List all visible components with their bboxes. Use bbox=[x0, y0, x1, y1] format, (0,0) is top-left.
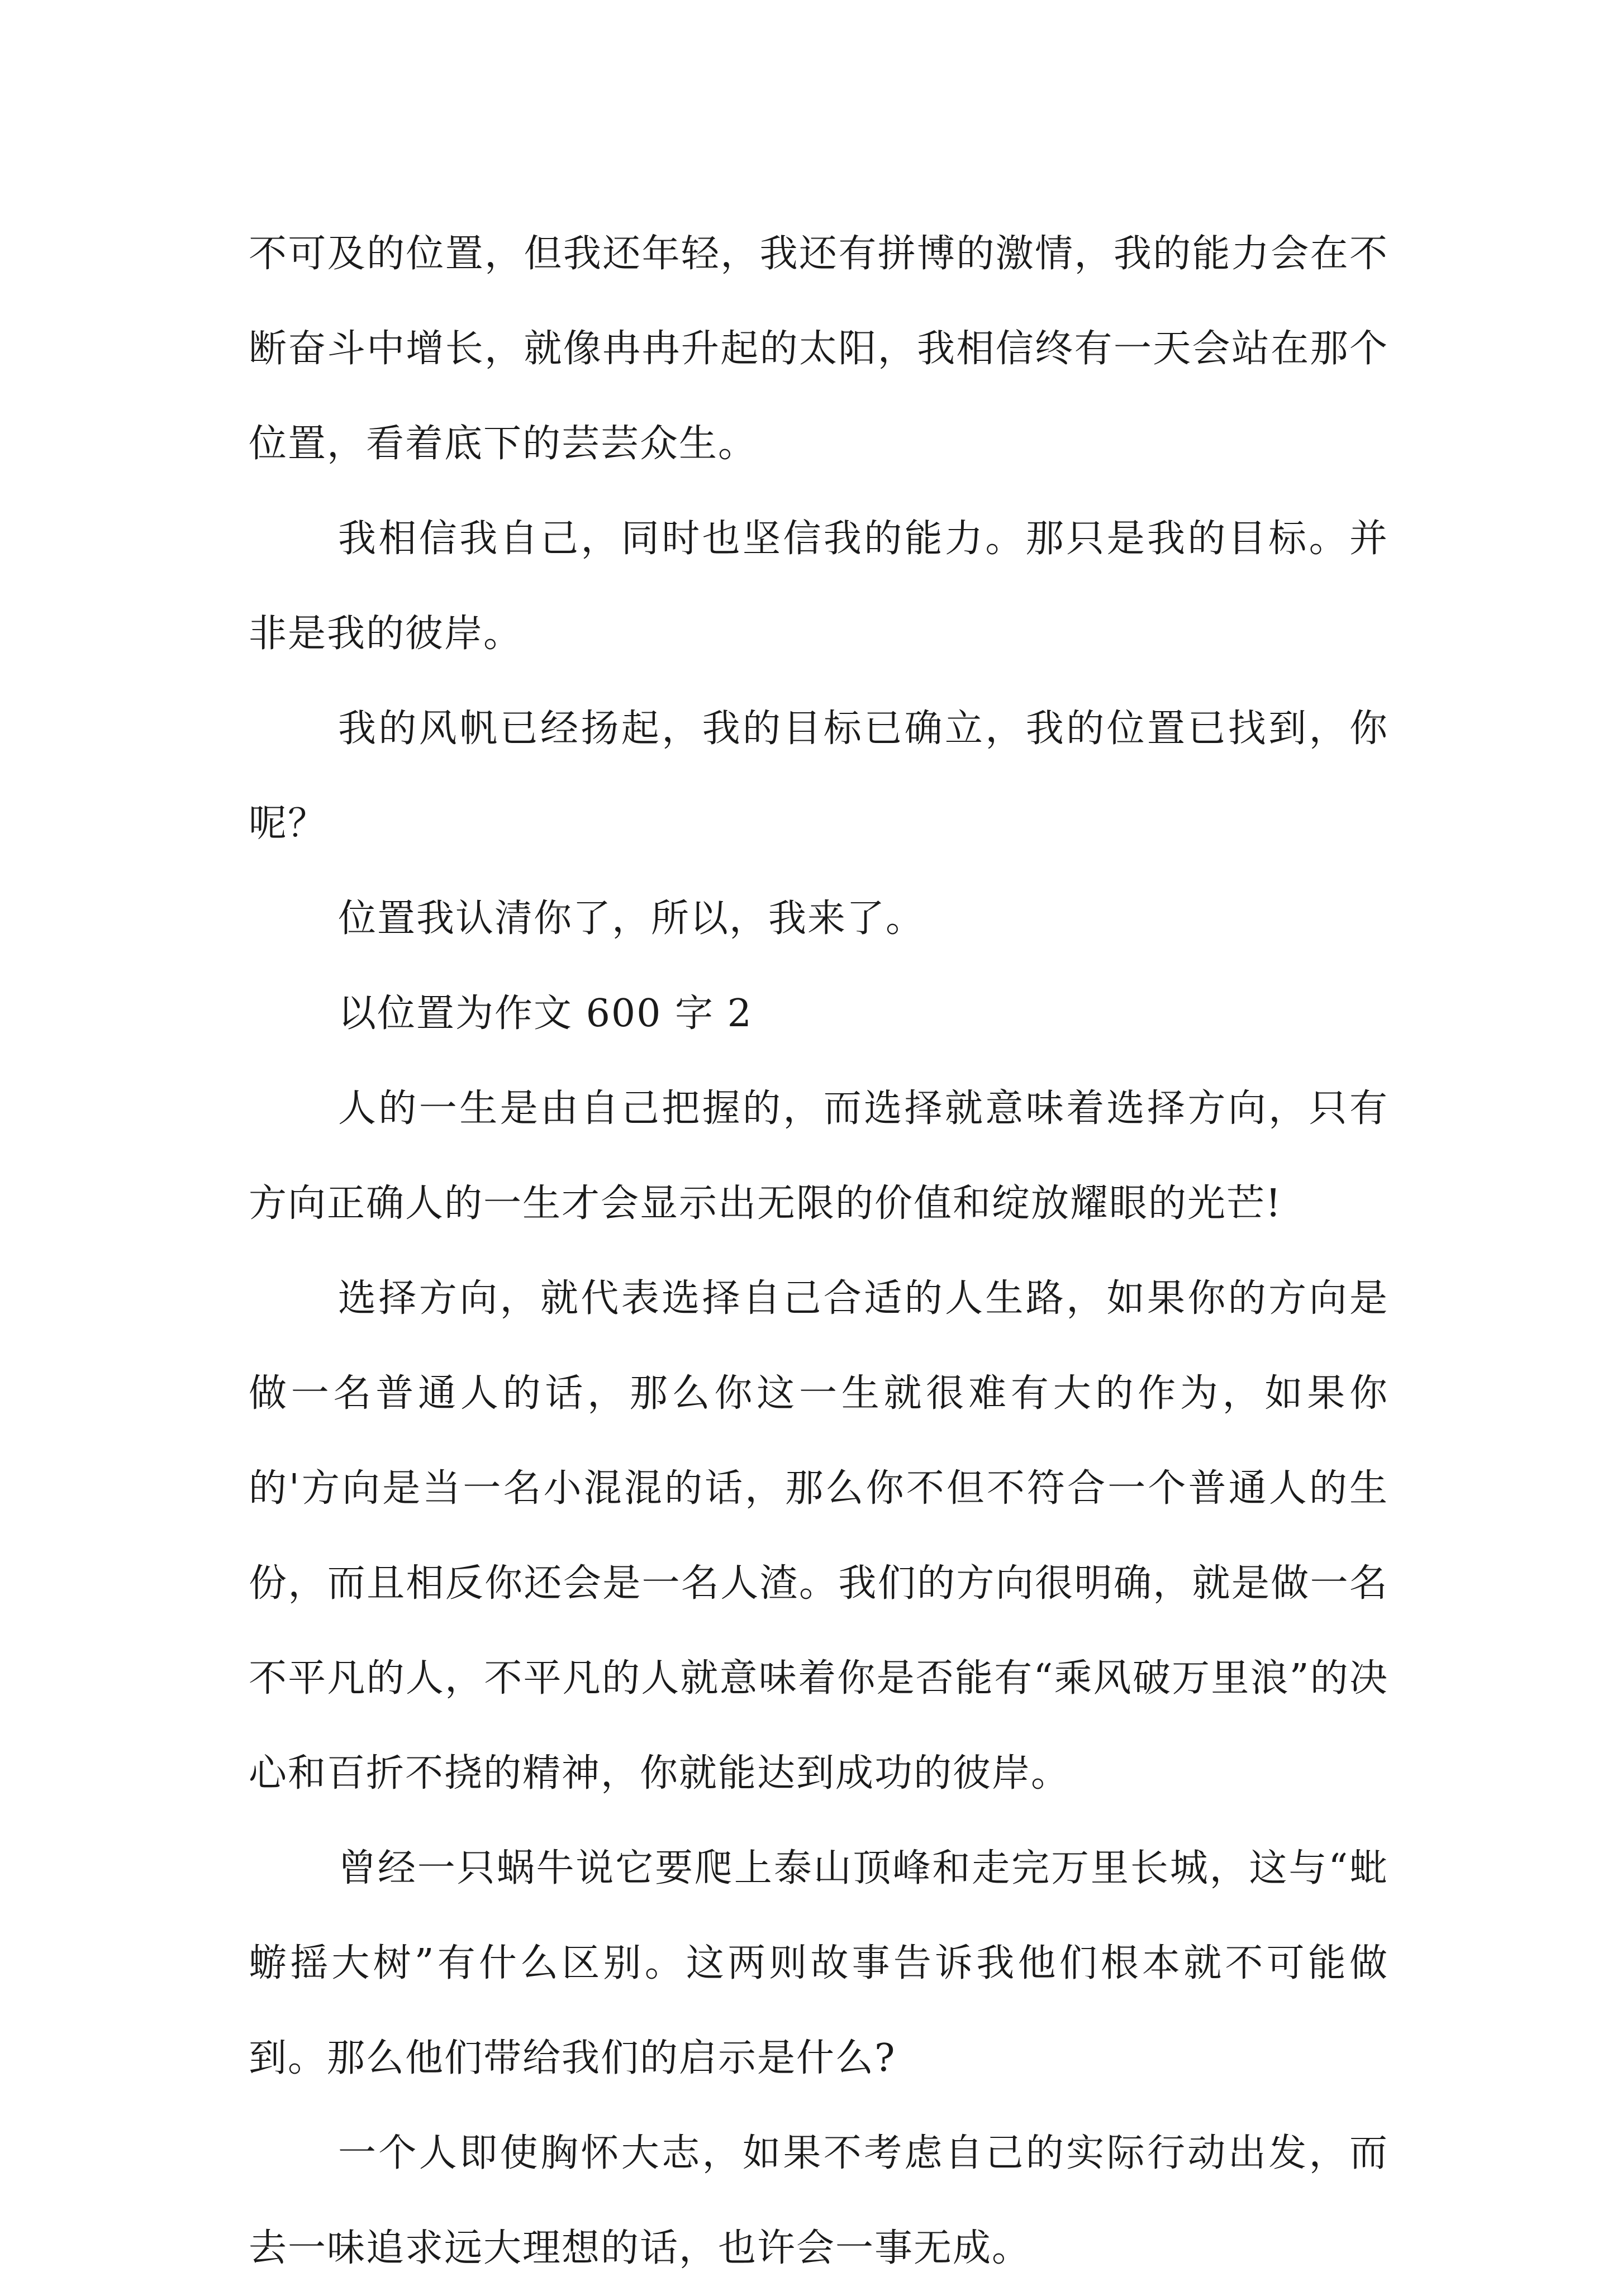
paragraph-5: 人的一生是由自己把握的，而选择就意味着选择方向，只有方向正确人的一生才会显示出无限的价值和绽放耀眼的光芒! bbox=[249, 1087, 1388, 1226]
paragraph-8: 一个人即使胸怀大志，如果不考虑自己的实际行动出发，而去一味追求远大理想的话，也许会一事无成。 bbox=[249, 2131, 1388, 2270]
paragraph-7: 曾经一只蜗牛说它要爬上泰山顶峰和走完万里长城，这与“蚍蝣摇大树”有什么区别。这两则故事告诉我他们根本就不可能做到。那么他们带给我们的启示是什么? bbox=[249, 1846, 1389, 2080]
paragraph-6: 选择方向，就代表选择自己合适的人生路，如果你的方向是做一名普通人的话，那么你这一生就很难有大的作为，如果你的'方向是当一名小混混的话，那么你不但不符合一个普通人的生份，而且相反你还会是一名人渣。我们的方向很明确，就是做一名不平凡的人，不平凡的人就意味着你是否能有“乘风破万里浪”的决心和百折不挠的精神，你就能达到成功的彼岸。 bbox=[249, 1276, 1388, 1795]
paragraph-3: 我的风帆已经扬起，我的目标已确立，我的位置已找到，你呢？ bbox=[249, 707, 1388, 846]
section-heading: 以位置为作文 600 字 2 bbox=[338, 992, 753, 1036]
document-body bbox=[249, 207, 1388, 2296]
paragraph-4: 位置我认清你了，所以，我来了。 bbox=[338, 897, 925, 941]
paragraph-1: 不可及的位置，但我还年轻，我还有拼博的激情，我的能力会在不断奋斗中增长，就像冉冉升起的太阳，我相信终有一天会站在那个位置，看着底下的芸芸众生。 bbox=[249, 232, 1388, 466]
paragraph-2: 我相信我自己，同时也坚信我的能力。那只是我的目标。并非是我的彼岸。 bbox=[249, 517, 1388, 656]
